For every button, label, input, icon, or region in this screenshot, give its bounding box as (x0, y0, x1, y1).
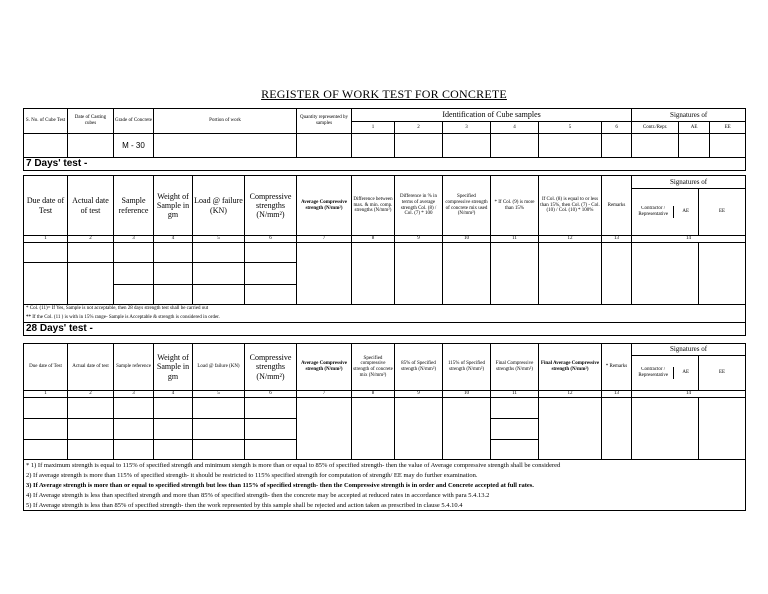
seven-if-col8: If Col. (8) is equal to or less than 15%, then Col. (7) - Col. (10) / Col. (10) * 100% (539, 176, 602, 236)
seven-actual-date: Actual date of test (68, 176, 114, 236)
grade-value: M - 30 (114, 134, 154, 158)
t28-num-5: 5 (193, 391, 245, 398)
header-date-casting: Date of Casting cubes (68, 109, 114, 134)
header-portion: Portion of work (154, 109, 297, 134)
seven-comp-strength: Compressive strengths (N/mm²) (245, 176, 297, 236)
seven-num-3: 3 (114, 236, 154, 243)
t28-num-14: 14 (632, 391, 746, 398)
t28-sample-ref: Sample reference (114, 344, 154, 391)
t28-load: Load @ failure (KN) (193, 344, 245, 391)
seven-num-4: 4 (154, 236, 193, 243)
seven-contractor (632, 189, 699, 236)
t28-contractor-label: Contractor / Representative (638, 367, 669, 378)
twentyeight-day-table (23, 343, 746, 511)
seven-note-1: * Col. (11)= If Yes, Sample is not acceptable, then 28 days strength test shall be carried out (24, 305, 746, 314)
page-title: REGISTER OF WORK TEST FOR CONCRETE (261, 87, 507, 101)
t28-weight: Weight of Sample in gm (154, 344, 193, 391)
seven-num-14: 14 (632, 236, 746, 243)
sig-ee: EE (710, 122, 746, 134)
t28-num-4: 4 (154, 391, 193, 398)
seven-weight: Weight of Sample in gm (154, 176, 193, 236)
seven-ee: EE (699, 189, 746, 236)
seven-diff: Difference between max. & min. comp. strengths (N/mm²) (352, 176, 395, 236)
t28-num-8: 8 (352, 391, 395, 398)
footnote-2: 2) If average strength is more than 115% of specified strength- it should be restricted to 115% specified strength for computation of strength/ EE may do further examination. (24, 471, 746, 481)
seven-num-2: 2 (68, 236, 114, 243)
t28-ee: EE (699, 356, 746, 391)
header-grade: Grade of Concrete (114, 109, 154, 134)
seven-contractor-label: Contractor / Representative (638, 206, 669, 217)
t28-num-3: 3 (114, 391, 154, 398)
seven-avg-strength: Average Compressive strength (N/mm²) (297, 176, 352, 236)
seven-num-10: 10 (443, 236, 491, 243)
t28-85pct: 85% of Specified strength (N/mm²) (395, 344, 443, 391)
seven-num-5: 5 (193, 236, 245, 243)
t28-num-11: 11 (491, 391, 539, 398)
id-col-3: 3 (443, 122, 491, 134)
t28-comp-strength: Compressive strengths (N/mm²) (245, 344, 297, 391)
t28-num-10: 10 (443, 391, 491, 398)
header-sno: S. No. of Cube Test (24, 109, 68, 134)
id-col-5: 5 (539, 122, 602, 134)
seven-num-1: 1 (24, 236, 68, 243)
sig-contr: Contr./Repr. (632, 122, 679, 134)
t28-specified: Specified compressive strength of concrete mix (N/mm²) (352, 344, 395, 391)
seven-if-col9: * If Col. (9) is more than 15% (491, 176, 539, 236)
seven-num-12: 12 (539, 236, 602, 243)
t28-115pct: 115% of Specified strength (N/mm²) (443, 344, 491, 391)
section-28-days: 28 Days' test - (24, 323, 746, 336)
id-col-1: 1 (352, 122, 395, 134)
t28-num-9: 9 (395, 391, 443, 398)
id-col-4: 4 (491, 122, 539, 134)
id-col-6: 6 (602, 122, 632, 134)
seven-note-2: ** If the Col. (11 ) is with in 15% range- Sample is Acceptable & strength is considered in order. (24, 314, 746, 323)
header-quantity: Quantity represented by samples (297, 109, 352, 134)
t28-final-comp: Final Compressive strengths (N/mm²) (491, 344, 539, 391)
t28-remarks: * Remarks (602, 344, 632, 391)
seven-signatures: Signatures of (632, 176, 746, 189)
seven-num-11: 11 (491, 236, 539, 243)
t28-num-6: 6 (245, 391, 297, 398)
register-table (23, 108, 746, 171)
seven-num-8: 8 (352, 236, 395, 243)
t28-ae: AE (674, 367, 697, 379)
seven-num-6: 6 (245, 236, 297, 243)
t28-num-1: 1 (24, 391, 68, 398)
seven-diff-pct: Difference in % in terms of average strength Col. (8) / Col. (7) * 100 (395, 176, 443, 236)
t28-num-7: 7 (297, 391, 352, 398)
t28-num-13: 13 (602, 391, 632, 398)
seven-remarks: Remarks (602, 176, 632, 236)
seven-day-table (23, 175, 746, 336)
seven-specified: Specified compressive strength of concrete mix used (N/mm²) (443, 176, 491, 236)
t28-signatures: Signatures of (632, 344, 746, 356)
seven-load: Load @ failure (KN) (193, 176, 245, 236)
t28-num-12: 12 (539, 391, 602, 398)
footnote-1: * 1) If maximum strength is equal to 115% of specified strength and minimum stength is more than or equal to 85% of specified strength- then the value of Average compressive strength shall be considered (24, 460, 746, 471)
seven-sample-ref: Sample reference (114, 176, 154, 236)
seven-due-date: Due date of Test (24, 176, 68, 236)
seven-ae: AE (674, 206, 697, 218)
t28-contractor (632, 356, 699, 391)
footnote-4: 4) If Average strength is less than specified strength and more than 85% of specified strength- then the concrete may be accepted at reduced rates in accordance with para 5.4.13.2 (24, 491, 746, 501)
id-col-2: 2 (395, 122, 443, 134)
header-signatures: Signatures of (632, 109, 746, 122)
t28-final-avg: Final Average Compressive strength (N/mm²) (539, 344, 602, 391)
header-identification: Identification of Cube samples (352, 109, 632, 122)
footnote-5: 5) If Average strength is less than 85% of specified strength- then the work represented by this sample shall be rejected and action taken as prescribed in clause 5.4.10.4 (24, 501, 746, 511)
seven-num-9: 9 (395, 236, 443, 243)
seven-num-13: 13 (602, 236, 632, 243)
footnote-3: 3) If Average strength is more than or equal to specified strength but less than 115% of specified strength- then the Compressive strength is in order and Concrete accepted at full rates. (24, 481, 746, 491)
seven-num-7: 7 (297, 236, 352, 243)
t28-avg-strength: Average Compressive strength (N/mm²) (297, 344, 352, 391)
t28-actual-date: Actual date of test (68, 344, 114, 391)
section-7-days: 7 Days' test - (24, 158, 746, 171)
sig-ae: AE (679, 122, 710, 134)
t28-due-date: Due date of Test (24, 344, 68, 391)
t28-num-2: 2 (68, 391, 114, 398)
